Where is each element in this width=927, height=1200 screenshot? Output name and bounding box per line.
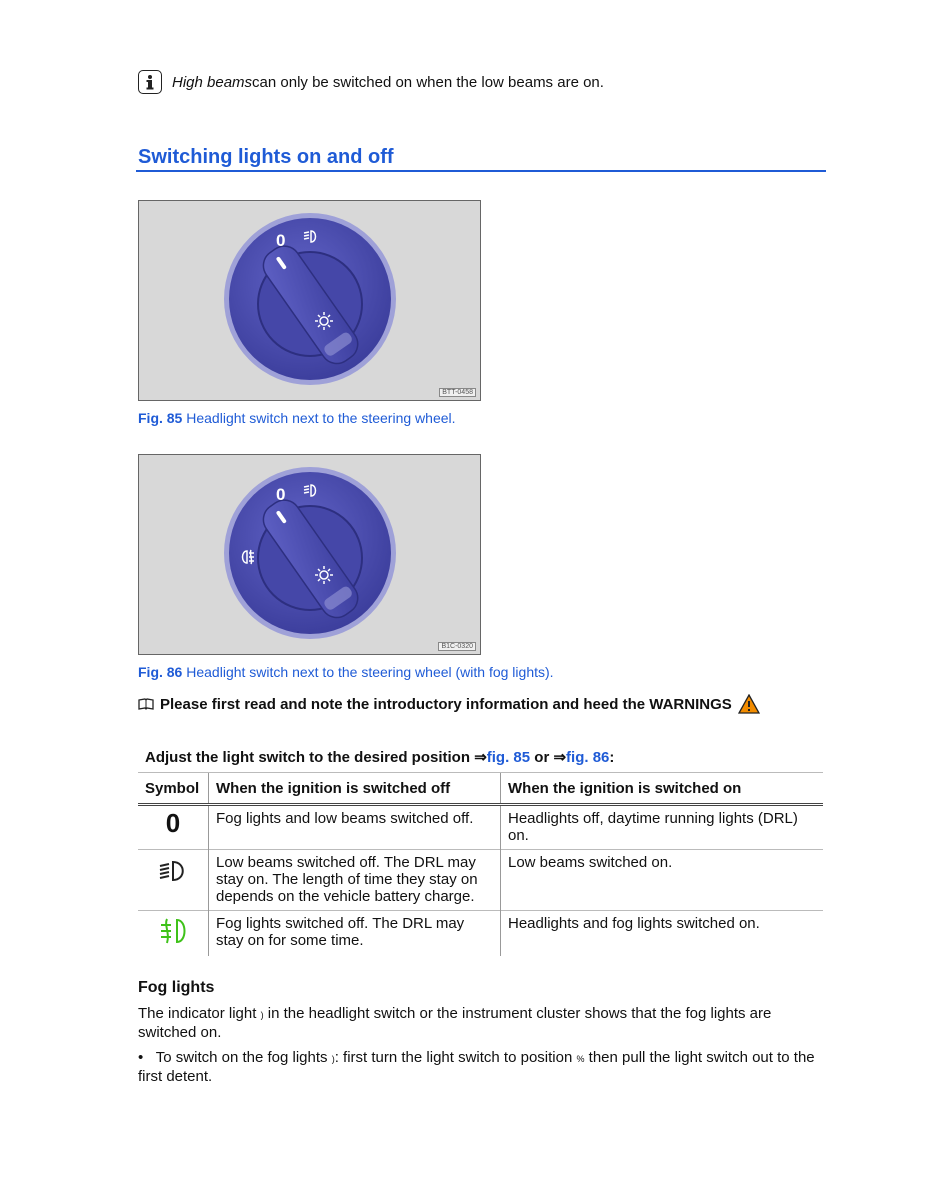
heading-rule xyxy=(136,170,826,172)
bullet-text: : first turn the light switch to position xyxy=(334,1049,577,1066)
intro-line xyxy=(138,694,760,714)
note-line xyxy=(138,70,604,94)
figure-85-image xyxy=(138,200,481,401)
ignition-off-cell: Fog lights and low beams switched off. xyxy=(209,805,501,850)
ignition-off-cell: Low beams switched off. The DRL may stay on. The length of time they stay on depends on the vehicle battery charge. xyxy=(209,850,501,911)
figure-code: BTT-0458 xyxy=(439,388,476,397)
figure-label: Fig. 85 xyxy=(138,410,183,426)
adjust-mid: or xyxy=(530,749,554,766)
para-text: in the headlight switch or the instrument cluster shows that the fog lights are switched on. xyxy=(138,1005,772,1041)
fog-lights-bullet xyxy=(138,1049,818,1086)
ignition-off-cell: Fog lights switched off. The DRL may stay on for some time. xyxy=(209,911,501,956)
arrow-icon: ⇒ xyxy=(553,749,567,766)
caption-text: Headlight switch next to the steering wheel (with fog lights). xyxy=(182,664,554,680)
knob-zero-label: 0 xyxy=(276,231,286,250)
para-text: The indicator light xyxy=(138,1005,261,1022)
info-icon xyxy=(138,70,162,94)
low-beam-icon xyxy=(157,860,189,882)
figure-86-image xyxy=(138,454,481,655)
bullet-text: then pull the light switch out to the first detent. xyxy=(138,1049,815,1085)
fog-light-icon xyxy=(157,917,189,945)
note-text: can only be switched on when the low beams are on. xyxy=(252,73,604,91)
bullet-marker: • xyxy=(138,1049,156,1066)
table-row xyxy=(138,805,823,850)
ignition-on-cell: Headlights off, daytime running lights (DRL) on. xyxy=(501,805,824,850)
fog-lights-paragraph xyxy=(138,1005,818,1042)
fig-85-link[interactable]: fig. 85 xyxy=(486,749,531,766)
figure-label: Fig. 86 xyxy=(138,664,183,680)
figure-code: B1C-0320 xyxy=(438,642,476,651)
warning-icon[interactable] xyxy=(738,694,760,714)
symbol-cell xyxy=(138,805,209,850)
figure-86-caption xyxy=(138,664,554,680)
book-icon xyxy=(138,698,154,710)
adjust-suffix: : xyxy=(609,749,615,766)
position-glyph: % xyxy=(576,1054,585,1064)
section-heading: Switching lights on and off xyxy=(138,146,394,168)
bullet-text: To switch on the fog lights xyxy=(155,1049,332,1066)
table-header-row xyxy=(138,773,823,805)
table-row xyxy=(138,911,823,956)
light-switch-table xyxy=(138,772,823,956)
symbol-cell xyxy=(138,850,209,911)
table-row xyxy=(138,850,823,911)
adjust-instruction xyxy=(145,748,614,766)
symbol-cell xyxy=(138,911,209,956)
zero-symbol: 0 xyxy=(165,808,181,838)
note-lead: High beams xyxy=(172,73,253,91)
indicator-glyph: ) xyxy=(331,1054,335,1064)
fig-86-link[interactable]: fig. 86 xyxy=(566,749,610,766)
figure-85-caption xyxy=(138,410,456,426)
arrow-icon: ⇒ xyxy=(474,749,487,766)
ignition-on-cell: Headlights and fog lights switched on. xyxy=(501,911,824,956)
ignition-on-cell: Low beams switched on. xyxy=(501,850,824,911)
column-header-ignition-on: When the ignition is switched on xyxy=(501,773,824,805)
caption-text: Headlight switch next to the steering wheel. xyxy=(182,410,456,426)
intro-text: Please first read and note the introductory information and heed the WARNINGS xyxy=(160,695,732,713)
column-header-symbol: Symbol xyxy=(138,773,209,805)
column-header-ignition-off: When the ignition is switched off xyxy=(209,773,501,805)
fog-lights-heading: Fog lights xyxy=(138,979,215,996)
knob-zero-label: 0 xyxy=(276,485,286,504)
indicator-glyph: ) xyxy=(260,1010,264,1020)
adjust-prefix: Adjust the light switch to the desired position xyxy=(145,749,475,766)
